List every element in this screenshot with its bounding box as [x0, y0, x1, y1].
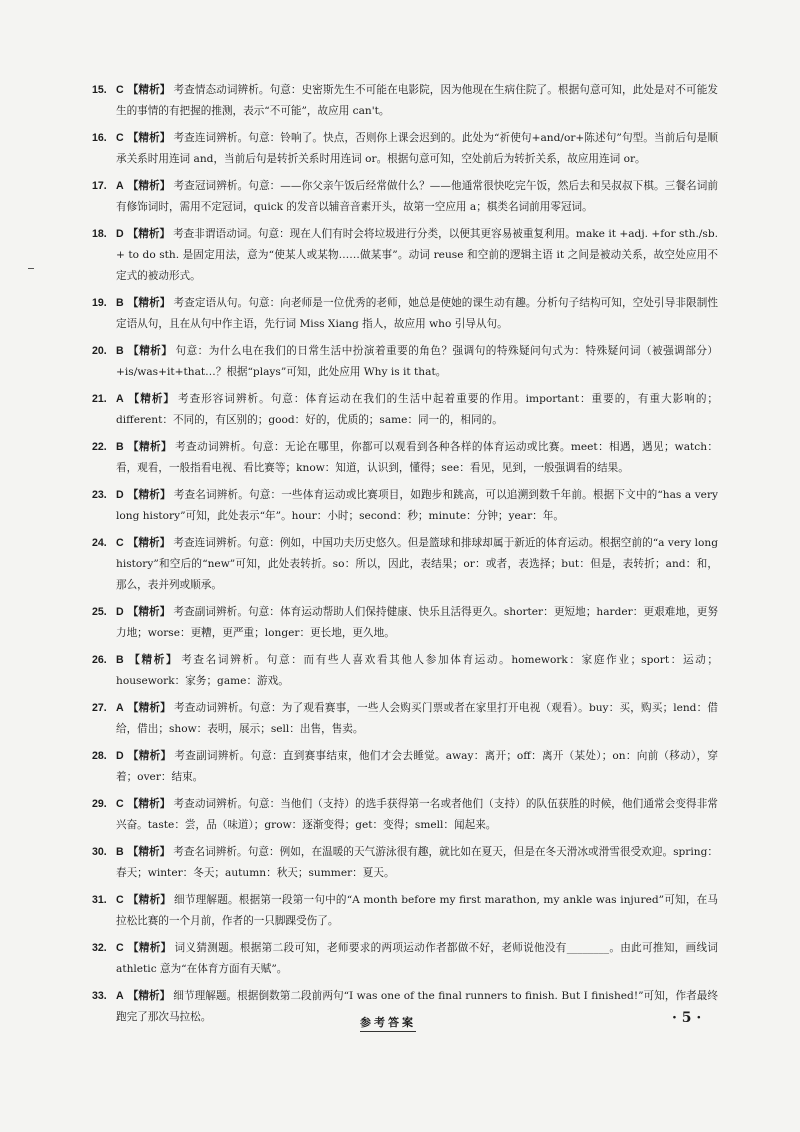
analysis-tag: 【精析】 — [127, 798, 171, 810]
answer-letter: B — [116, 846, 124, 858]
answer-letter: A — [116, 702, 124, 714]
answer-entry — [92, 890, 718, 932]
analysis-text: 考查冠词辨析。句意：——你父亲午饭后经常做什么？——他通常很快吃完午饭，然后去和吴叔叔下棋。三餐名词前有修饰词时，需用不定冠词，quick 的发音以辅音音素开头，故第一空应用 a；棋类名词前用零冠词。 — [116, 180, 719, 213]
analysis-text: 考查动词辨析。句意：当他们（支持）的选手获得第一名或者他们（支持）的队伍获胜的时候，他们通常会变得非常兴奋。taste：尝，品（味道）；grow：逐渐变得；get：变得；smell：闻起来。 — [116, 798, 719, 831]
answer-entry — [92, 176, 718, 218]
analysis-tag: 【精析】 — [127, 750, 172, 762]
answer-entry — [92, 794, 718, 836]
analysis-tag: 【精析】 — [127, 180, 171, 192]
analysis-text: 考查副词辨析。句意：直到赛事结束，他们才会去睡觉。away：离开；off：离开（某处）；on：向前（移动），穿着；over：结束。 — [116, 750, 719, 783]
answer-entry — [92, 128, 718, 170]
analysis-tag: 【精析】 — [127, 393, 176, 405]
analysis-text: 考查副词辨析。句意：体育运动帮助人们保持健康、快乐且活得更久。shorter：更短地；harder：更艰难地，更努力地；worse：更糟，更严重；longer：更长地，更久地。 — [116, 606, 719, 639]
question-number: 27. — [92, 702, 107, 714]
analysis-text: 考查连词辨析。句意：例如，中国功夫历史悠久。但是篮球和排球却属于新近的体育运动。根据空前的“a very long history”和空后的“new”可知，此处表转折。so：所以，因此，表结果；or：或者，表选择；but：但是，表转折；and：和，那么，表并列或顺承。 — [116, 537, 719, 591]
question-number: 26. — [92, 654, 107, 666]
analysis-tag: 【精析】 — [127, 846, 171, 858]
question-number: 23. — [92, 489, 107, 501]
question-number: 22. — [92, 441, 107, 453]
analysis-tag: 【精析】 — [127, 942, 172, 954]
question-number: 29. — [92, 798, 107, 810]
answer-entry — [92, 698, 718, 740]
answer-letter: D — [116, 489, 124, 501]
answer-entry — [92, 938, 718, 980]
question-number: 21. — [92, 393, 107, 405]
answer-entry — [92, 224, 718, 287]
analysis-text: 细节理解题。根据第一段第一句中的“A month before my first marathon, my ankle was injured”可知，在马拉松比赛的一个月前，作者的一只脚踝受伤了。 — [116, 894, 718, 927]
answer-entry — [92, 533, 718, 596]
question-number: 20. — [92, 345, 107, 357]
question-number: 25. — [92, 606, 107, 618]
question-number: 15. — [92, 84, 107, 96]
answer-letter: B — [116, 297, 124, 309]
analysis-text: 考查名词辨析。句意：而有些人喜欢看其他人参加体育运动。homework：家庭作业；sport：运动；housework：家务；game：游戏。 — [116, 654, 718, 687]
question-number: 24. — [92, 537, 107, 549]
analysis-text: 考查名词辨析。句意：一些体育运动或比赛项目，如跑步和跳高，可以追溯到数千年前。根据下文中的“has a very long history”可知，此处表示“年”。hour：小时；second：秒；minute：分钟；year：年。 — [116, 489, 719, 522]
analysis-text: 细节理解题。根据倒数第二段前两句“I was one of the final runners to finish. But I finished!”可知，作者最终跑完了那次马拉松。 — [116, 990, 719, 1023]
analysis-text: 考查定语从句。句意：向老师是一位优秀的老师，她总是使她的课生动有趣。分析句子结构可知，空处引导非限制性定语从句，且在从句中作主语，先行词 Miss Xiang 指人，故应用 who 引导从句。 — [116, 297, 719, 330]
analysis-tag: 【精析】 — [127, 132, 171, 144]
question-number: 32. — [92, 942, 107, 954]
analysis-text: 词义猜测题。根据第二段可知，老师要求的两项运动作者都做不好，老师说他没有________。由此可推知，画线词 athletic 意为“在体育方面有天赋”。 — [116, 942, 718, 975]
answer-entry — [92, 746, 718, 788]
analysis-tag: 【精析】 — [127, 228, 171, 240]
answer-letter: C — [116, 132, 124, 144]
analysis-tag: 【精析】 — [127, 702, 171, 714]
analysis-tag: 【精析】 — [127, 489, 171, 501]
answer-letter: A — [116, 180, 124, 192]
answer-entry — [92, 602, 718, 644]
question-number: 30. — [92, 846, 107, 858]
analysis-tag: 【精析】 — [127, 990, 171, 1002]
analysis-tag: 【精析】 — [127, 441, 173, 453]
answer-letter: C — [116, 537, 124, 549]
page-number: · 5 · — [672, 1010, 702, 1026]
analysis-tag: 【精析】 — [127, 654, 179, 666]
answer-letter: D — [116, 606, 124, 618]
answer-letter: C — [116, 798, 124, 810]
analysis-text: 考查名词辨析。句意：例如，在温暖的天气游泳很有趣，就比如在夏天，但是在冬天滑冰或滑雪很受欢迎。spring：春天；winter：冬天；autumn：秋天；summer：夏天。 — [116, 846, 719, 879]
analysis-tag: 【精析】 — [127, 84, 171, 96]
answer-entry — [92, 80, 718, 122]
answer-letter: C — [116, 84, 124, 96]
answer-letter: A — [116, 990, 124, 1002]
analysis-text: 考查连词辨析。句意：铃响了。快点，否则你上课会迟到的。此处为“祈使句+and/or+陈述句”句型。当前后句是顺承关系时用连词 and，当前后句是转折关系时用连词 or。根据句意可知，空处前后为转折关系，故应用连词 or。 — [116, 132, 719, 165]
question-number: 31. — [92, 894, 107, 906]
question-number: 19. — [92, 297, 107, 309]
question-number: 17. — [92, 180, 107, 192]
answer-entry — [92, 650, 718, 692]
answer-entries — [92, 80, 718, 1034]
analysis-text: 句意：为什么电在我们的日常生活中扮演着重要的角色？强调句的特殊疑问句式为：特殊疑问词（被强调部分）+is/was+it+that…？根据“plays”可知，此处应用 Why is it that。 — [116, 345, 719, 378]
analysis-text: 考查形容词辨析。句意：体育运动在我们的生活中起着重要的作用。important：重要的，有重大影响的；different：不同的，有区别的；good：好的，优质的；same：同一的，相同的。 — [116, 393, 719, 426]
analysis-text: 考查动词辨析。句意：无论在哪里，你都可以观看到各种各样的体育运动或比赛。meet：相遇，遇见；watch：看，观看，一般指看电视、看比赛等；know：知道，认识到，懂得；see：看见，见到，一般强调看的结果。 — [116, 441, 719, 474]
answer-letter: B — [116, 441, 124, 453]
answer-letter: A — [116, 393, 124, 405]
answer-entry — [92, 842, 718, 884]
answer-entry — [92, 437, 718, 479]
analysis-tag: 【精析】 — [127, 537, 171, 549]
margin-mark — [28, 268, 34, 269]
analysis-tag: 【精析】 — [127, 345, 173, 357]
question-number: 16. — [92, 132, 107, 144]
answer-entry — [92, 485, 718, 527]
answer-entry — [92, 389, 718, 431]
analysis-tag: 【精析】 — [127, 606, 171, 618]
answer-letter: B — [116, 345, 124, 357]
footer-label: 参考答案 — [360, 1014, 416, 1032]
analysis-text: 考查情态动词辨析。句意：史密斯先生不可能在电影院，因为他现在生病住院了。根据句意可知，此处是对不可能发生的事情的有把握的推测，表示“不可能”，故应用 can't。 — [116, 84, 719, 117]
analysis-tag: 【精析】 — [127, 894, 172, 906]
answer-letter: B — [116, 654, 124, 666]
answer-letter: C — [116, 942, 124, 954]
answer-entry — [92, 341, 718, 383]
analysis-text: 考查动词辨析。句意：为了观看赛事，一些人会购买门票或者在家里打开电视（观看）。buy：买，购买；lend：借给，借出；show：表明，展示；sell：出售，售卖。 — [116, 702, 719, 735]
question-number: 28. — [92, 750, 107, 762]
answer-letter: D — [116, 750, 124, 762]
answer-letter: D — [116, 228, 124, 240]
answer-entry — [92, 293, 718, 335]
answer-letter: C — [116, 894, 124, 906]
question-number: 18. — [92, 228, 107, 240]
analysis-tag: 【精析】 — [127, 297, 171, 309]
question-number: 33. — [92, 990, 107, 1002]
analysis-text: 考查非谓语动词。句意：现在人们有时会将垃圾进行分类，以便其更容易被重复利用。make it +adj. +for sth./sb. + to do sth. 是固定用法，意为“使某人或某物……做某事”。动词 reuse 和空前的逻辑主语 it 之间是被动关系，故空处应用不定式的被动形式。 — [116, 228, 718, 282]
